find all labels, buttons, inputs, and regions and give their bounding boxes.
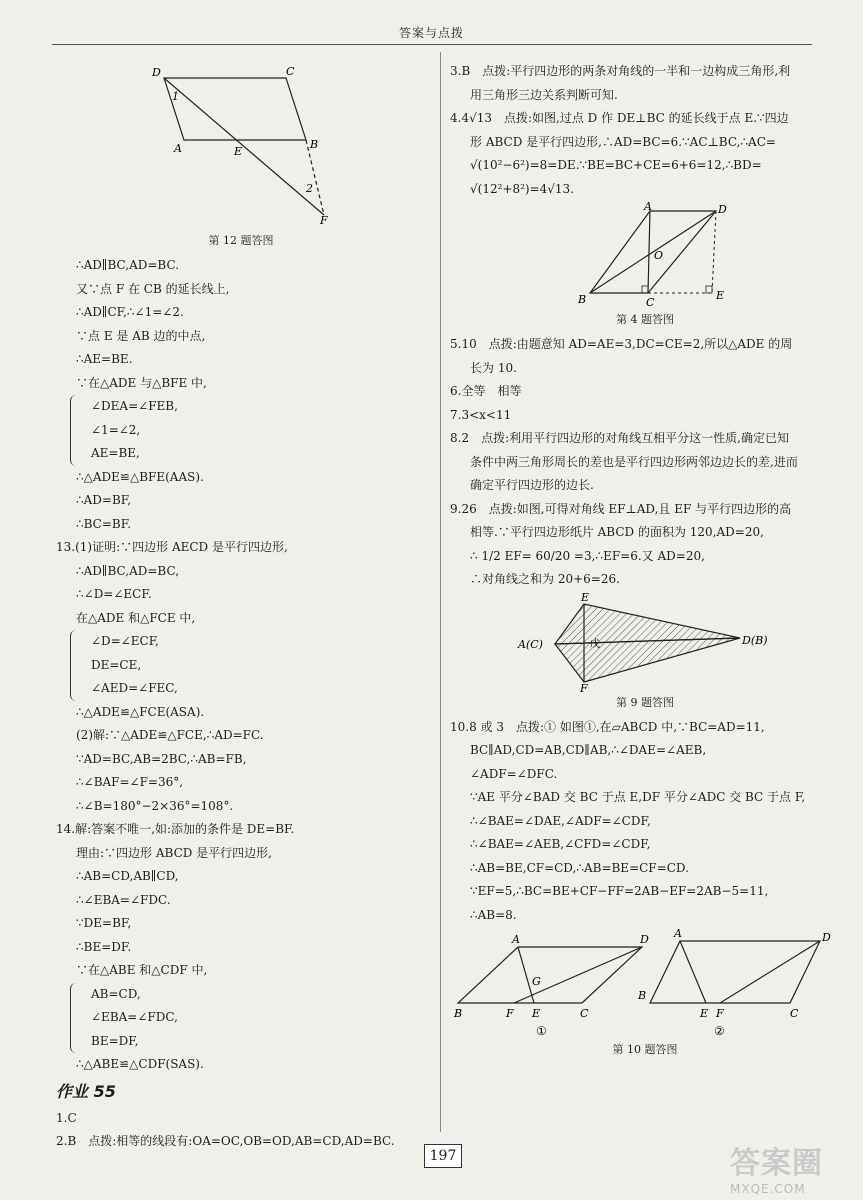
text-line: ∴AB=8. xyxy=(470,907,517,922)
text-line: ∴ 1/2 EF= 60/20 =3,∴EF=6.又 AD=20, xyxy=(470,548,705,563)
label-e: E xyxy=(532,1007,541,1020)
text-line: ∴∠EBA=∠FDC. xyxy=(76,892,171,907)
text-line: ∴∠BAF=∠F=36°, xyxy=(76,775,184,789)
text-line: 7.3<x<11 xyxy=(450,407,512,422)
text-line: ∴AE=BE. xyxy=(76,352,133,366)
condition-brace xyxy=(70,395,426,466)
label-c: C xyxy=(790,1007,799,1020)
figure-9-diagram xyxy=(450,592,840,692)
label-e: E xyxy=(700,1007,709,1020)
text-line: ∵DE=BF, xyxy=(76,916,132,930)
text-line: ∴∠B=180°−2×36°=108°. xyxy=(76,798,234,813)
text-line: ∴BC=BF. xyxy=(76,516,132,531)
text-line: ∴AD∥BC,AD=BC. xyxy=(76,258,180,272)
text-line: ∴AD=BF, xyxy=(76,493,132,507)
brace-line: ∠EBA=∠FDC, xyxy=(91,1010,178,1024)
figure-9 xyxy=(450,592,840,710)
label-e: E xyxy=(581,591,590,604)
figure-10 xyxy=(450,927,840,1057)
text-line: 8.2 点拨:利用平行四边形的对角线互相平分这一性质,确定已知 xyxy=(450,431,789,445)
watermark-url: MXQE.COM xyxy=(730,1182,806,1196)
text-line: 10.8 或 3 点拨:① 如图①,在▱ABCD 中,∵BC=AD=11, xyxy=(450,719,765,734)
answer-2: 2.B 点拨:相等的线段有:OA=OC,OB=OD,AB=CD,AD=BC. xyxy=(56,1134,395,1148)
label-b: B xyxy=(578,293,587,306)
page-number: 197 xyxy=(424,1144,462,1168)
text-line: √(10²−6²)=8=DE.∵BE=BC+CE=6+6=12,∴BD= xyxy=(470,158,762,172)
brace-line: DE=CE, xyxy=(91,657,142,672)
answer-1: 1.C xyxy=(56,1110,77,1125)
label-f: F xyxy=(506,1007,514,1020)
condition-brace xyxy=(70,630,426,701)
question-14-head: 14.解:答案不唯一,如:添加的条件是 DE=BF. xyxy=(56,822,295,836)
text-line: ∴AD∥CF,∴∠1=∠2. xyxy=(76,305,184,319)
brace-line: AE=BE, xyxy=(91,446,140,460)
brace-line: ∠1=∠2, xyxy=(91,422,141,437)
label-b: B xyxy=(454,1007,463,1020)
label-o: O xyxy=(654,249,664,262)
text-line: 用三角形三边关系判断可知. xyxy=(470,87,618,102)
label-f: F xyxy=(580,681,588,692)
brace-line: AB=CD, xyxy=(91,986,141,1001)
text-line: ∴△ADE≌△BFE(AAS). xyxy=(76,469,204,484)
label-center: 戊 xyxy=(590,638,600,650)
label-f: F xyxy=(716,1007,724,1020)
text-line: 长为 10. xyxy=(470,360,517,375)
label-db: D(B) xyxy=(742,633,768,647)
text-line: ∵AD=BC,AB=2BC,∴AB=FB, xyxy=(76,751,247,766)
label-b: B xyxy=(638,989,647,1002)
label-a: A xyxy=(512,933,520,946)
brace-line: ∠D=∠ECF, xyxy=(91,634,159,648)
figure-10-diagram xyxy=(450,927,840,1039)
label-d: D xyxy=(718,203,727,216)
column-divider xyxy=(440,52,441,1132)
text-line: 9.26 点拨:如图,可得对角线 EF⊥AD,且 EF 与平行四边形的高 xyxy=(450,501,792,516)
label-a: A xyxy=(644,201,652,213)
text-line: ∵在△ADE 与△BFE 中, xyxy=(76,375,207,390)
label-b: B xyxy=(310,138,319,151)
text-line: 相等.∵平行四边形纸片 ABCD 的面积为 120,AD=20, xyxy=(470,525,764,539)
label-f: F xyxy=(320,214,328,227)
brace-line: ∠AED=∠FEC, xyxy=(91,681,178,695)
figure-12 xyxy=(56,60,426,248)
text-line: ∵AE 平分∠BAD 交 BC 于点 E,DF 平分∠ADC 交 BC 于点 F, xyxy=(470,790,806,804)
text-line: ∵点 E 是 AB 边的中点, xyxy=(76,328,206,343)
text-line: 形 ABCD 是平行四边形,∴AD=BC=6.∵AC⊥BC,∴AC= xyxy=(470,134,776,149)
text-line: 条件中两三角形周长的差也是平行四边形两邻边边长的差,进而 xyxy=(470,454,798,469)
text-line: ∴∠D=∠ECF. xyxy=(76,587,152,601)
text-line: (2)解:∵△ADE≌△FCE,∴AD=FC. xyxy=(76,728,264,742)
label-c: C xyxy=(286,65,295,78)
watermark-logo-text: 答案圈 xyxy=(730,1146,823,1181)
figure-12-diagram xyxy=(56,60,426,230)
figure-9-caption: 第 9 题答图 xyxy=(616,695,674,709)
sub-figure-2: ② xyxy=(714,1024,725,1038)
text-line: ∴△ABE≌△CDF(SAS). xyxy=(76,1057,204,1071)
label-ac: A(C) xyxy=(518,637,543,651)
sub-figure-1: ① xyxy=(536,1024,547,1038)
label-angle-2: 2 xyxy=(306,182,313,195)
text-line: 又∵点 F 在 CB 的延长线上, xyxy=(76,281,230,296)
condition-brace xyxy=(70,983,426,1054)
figure-12-caption: 第 12 题答图 xyxy=(208,234,274,247)
label-d: D xyxy=(152,66,161,79)
question-13-head: 13.(1)证明:∵四边形 AECD 是平行四边形, xyxy=(56,540,288,554)
text-line: 确定平行四边形的边长. xyxy=(470,478,594,492)
text-line: 5.10 点拨:由题意知 AD=AE=3,DC=CE=2,所以△ADE 的周 xyxy=(450,337,793,351)
header-rule xyxy=(52,44,812,45)
text-line: 6.全等 相等 xyxy=(450,384,522,398)
label-c: C xyxy=(580,1007,589,1020)
figure-4-caption: 第 4 题答图 xyxy=(616,313,674,326)
text-line: ∴∠BAE=∠AEB,∠CFD=∠CDF, xyxy=(470,837,651,851)
label-d: D xyxy=(640,933,649,946)
text-line: ∵EF=5,∴BC=BE+CF−FF=2AB−EF=2AB−5=11, xyxy=(470,884,769,898)
label-c: C xyxy=(646,296,655,309)
watermark xyxy=(730,1138,823,1196)
section-title: 作业 55 xyxy=(56,1081,116,1101)
label-g: G xyxy=(532,975,541,988)
brace-line: BE=DF, xyxy=(91,1033,139,1048)
label-a: A xyxy=(674,927,682,940)
label-e: E xyxy=(234,145,243,158)
text-line: ∴AB=BE,CF=CD,∴AB=BE=CF=CD. xyxy=(470,860,689,875)
text-line: 4.4√13 点拨:如图,过点 D 作 DE⊥BC 的延长线于点 E.∵四边 xyxy=(450,111,789,125)
text-line: ∴△ADE≌△FCE(ASA). xyxy=(76,704,205,719)
text-line: ∴∠BAE=∠DAE,∠ADF=∠CDF, xyxy=(470,813,651,828)
left-column xyxy=(56,60,426,1154)
text-line: ∴AB=CD,AB∥CD, xyxy=(76,869,179,883)
label-angle-1: 1 xyxy=(172,90,179,103)
brace-line: ∠DEA=∠FEB, xyxy=(91,399,178,413)
text-line: ∠ADF=∠DFC. xyxy=(470,766,558,781)
text-line: ∴BE=DF. xyxy=(76,939,132,954)
text-line: ∴对角线之和为 20+6=26. xyxy=(470,572,620,586)
right-column xyxy=(450,60,840,1063)
text-line: √(12²+8²)=4√13. xyxy=(470,181,575,196)
text-line: ∴AD∥BC,AD=BC, xyxy=(76,563,180,578)
label-a: A xyxy=(174,142,182,155)
text-line: 在△ADE 和△FCE 中, xyxy=(76,610,196,625)
figure-4 xyxy=(450,201,840,327)
text-line: BC∥AD,CD=AB,CD∥AB,∴∠DAE=∠AEB, xyxy=(470,743,707,757)
label-d: D xyxy=(822,931,831,944)
label-e: E xyxy=(716,289,725,302)
figure-4-diagram xyxy=(450,201,840,309)
text-line: 理由:∵四边形 ABCD 是平行四边形, xyxy=(76,845,272,860)
text-line: ∵在△ABE 和△CDF 中, xyxy=(76,963,208,977)
figure-10-caption: 第 10 题答图 xyxy=(612,1043,678,1056)
page-header-title: 答案与点拨 xyxy=(398,26,464,40)
text-line: 3.B 点拨:平行四边形的两条对角线的一半和一边构成三角形,利 xyxy=(450,64,791,78)
